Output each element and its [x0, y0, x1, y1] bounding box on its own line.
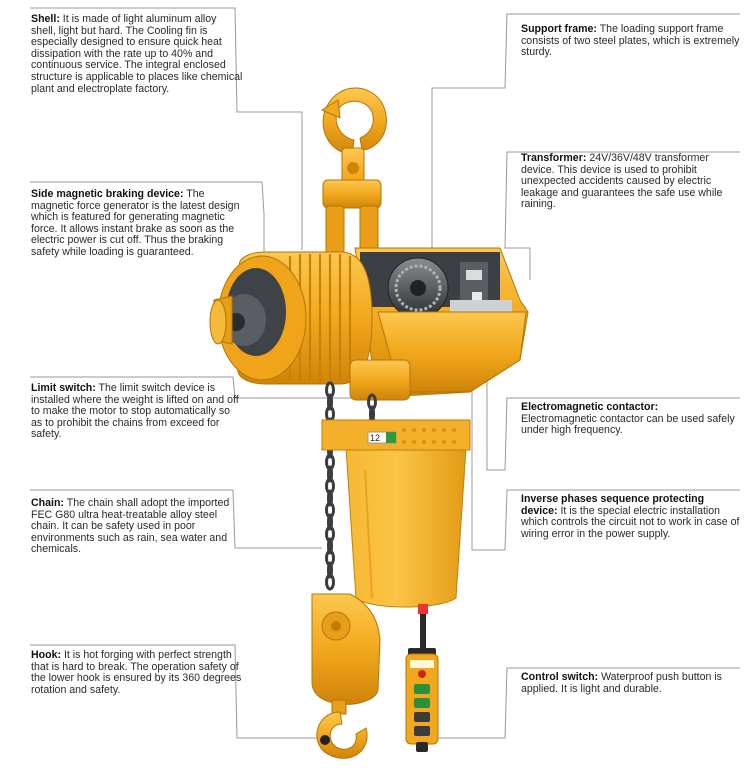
callout-chain — [31, 498, 243, 556]
callout-hook — [31, 650, 245, 696]
callout-support-text: The loading support frame consists of two steel plates, which is extremely sturdy. — [521, 23, 740, 59]
callout-shell-text: It is made of light aluminum alloy shell, light but hard. The Cooling fin is especially designed to ensure quick heat dissipation with the rate up to 40% and continuous service. The integral enclosed structure is applicable to places like chemical plant and electroplate factory. — [31, 13, 243, 95]
callout-limit-text: The limit switch device is installed where the weight is lifted on and off to make the motor to stop automatically so as to prohibit the chains from exceed for safety. — [31, 382, 239, 441]
callout-braking-text: The magnetic force generator is the latest design which is featured for generating magnetic force. It allows instant brake as soon as the electric power is cut off. Thus the braking safety while loading is guaranteed. — [31, 188, 240, 258]
callout-control-title: Control switch: — [521, 671, 599, 683]
hoist-body — [210, 248, 528, 400]
callout-contactor-title: Electromagnetic contactor: — [521, 401, 659, 413]
callout-transformer — [521, 153, 743, 211]
callout-inverse — [521, 494, 743, 540]
chain-bag — [322, 420, 470, 607]
control-pendant — [406, 604, 438, 752]
callout-shell — [31, 14, 243, 95]
bag-label: 12 — [370, 433, 381, 443]
callout-inverse-title: Inverse phases sequence protecting device: — [521, 493, 705, 517]
callout-limit-title: Limit switch: — [31, 382, 96, 394]
callout-limit — [31, 383, 243, 441]
callout-hook-title: Hook: — [31, 649, 62, 661]
callout-chain-text: The chain shall adopt the imported FEC G80 ultra heat-treatable alloy steel chain. It can be safety used in poor environments such as rain, sea water and chemicals. — [31, 497, 230, 556]
callout-control — [521, 672, 743, 695]
callout-braking — [31, 189, 243, 259]
callout-control-text: Waterproof push button is applied. It is light and durable. — [521, 671, 722, 695]
callout-braking-title: Side magnetic braking device: — [31, 188, 184, 200]
callout-shell-title: Shell: — [31, 13, 60, 25]
callout-contactor — [521, 402, 743, 437]
callout-transformer-title: Transformer: — [521, 152, 587, 164]
callout-chain-title: Chain: — [31, 497, 64, 509]
top-hook — [322, 88, 386, 254]
callout-contactor-text: Electromagnetic contactor can be used safely under high frequency. — [521, 412, 735, 437]
callout-hook-text: It is hot forging with perfect strength that is hard to break. The operation safety of the lower hook is ensured by its 360 degrees rotation and safety. — [31, 649, 242, 696]
callout-support-title: Support frame: — [521, 23, 597, 35]
callout-support — [521, 24, 741, 59]
lower-hook — [312, 594, 380, 758]
callout-inverse-text: It is the special electric installation which controls the circuit not to work in case of wiring error in the power supply. — [521, 504, 740, 540]
callout-transformer-text: 24V/36V/48V transformer device. This device is used to prohibit unexpected accidents caused by electric leakage and guarantees the safe use while raining. — [521, 152, 723, 211]
